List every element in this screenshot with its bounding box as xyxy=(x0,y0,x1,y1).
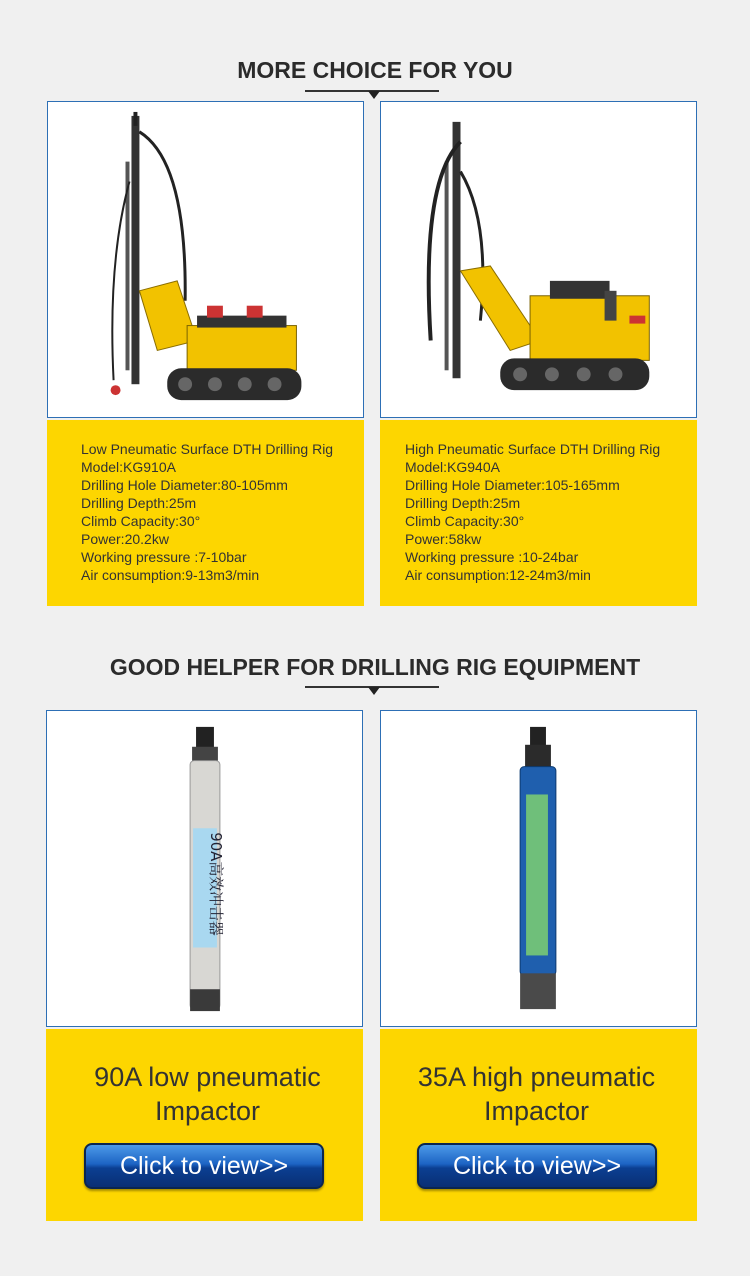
rig-climb-capacity: Climb Capacity:30° xyxy=(405,513,525,529)
title-line1: 35A high pneumatic xyxy=(417,1062,656,1092)
dth-hammer-icon xyxy=(47,711,362,1026)
rig-air-consumption: Air consumption:9-13m3/min xyxy=(81,567,260,583)
title-line2: Impactor xyxy=(483,1096,590,1126)
rig-model: Model:KG910A xyxy=(81,459,176,475)
title-arrow-icon xyxy=(368,91,380,99)
section-title-more-choice: MORE CHOICE FOR YOU xyxy=(237,57,513,83)
title-line1: 90A low pneumatic xyxy=(94,1062,321,1092)
rig-climb-capacity: Climb Capacity:30° xyxy=(81,513,201,529)
click-to-view-button-35a[interactable]: Click to view>> xyxy=(417,1143,657,1189)
rig-kg910a-specs xyxy=(81,440,333,584)
rig-name: Low Pneumatic Surface DTH Drilling Rig xyxy=(81,441,334,457)
title-arrow-icon xyxy=(368,687,380,695)
rig-drilling-depth: Drilling Depth:25m xyxy=(405,495,521,511)
rig-name: High Pneumatic Surface DTH Drilling Rig xyxy=(405,441,661,457)
rig-air-consumption: Air consumption:12-24m3/min xyxy=(405,567,591,583)
impactor-35a-title xyxy=(380,1060,693,1128)
rig-hole-diameter: Drilling Hole Diameter:80-105mm xyxy=(81,477,288,493)
rig-drilling-depth: Drilling Depth:25m xyxy=(81,495,197,511)
section-title-good-helper: GOOD HELPER FOR DRILLING RIG EQUIPMENT xyxy=(109,654,641,680)
drilling-rig-icon xyxy=(381,102,696,417)
rig-working-pressure: Working pressure :7-10bar xyxy=(81,549,247,565)
rig-hole-diameter: Drilling Hole Diameter:105-165mm xyxy=(405,477,620,493)
drilling-rig-icon xyxy=(48,102,363,417)
impactor-35a-image[interactable] xyxy=(380,710,697,1027)
impactor-90a-title xyxy=(46,1060,369,1128)
rig-kg910a-image[interactable] xyxy=(47,101,364,418)
rig-kg940a-specs xyxy=(405,440,660,584)
dth-hammer-icon xyxy=(381,711,696,1026)
rig-power: Power:20.2kw xyxy=(81,531,169,547)
rig-model: Model:KG940A xyxy=(405,459,500,475)
rig-working-pressure: Working pressure :10-24bar xyxy=(405,549,579,565)
rig-power: Power:58kw xyxy=(405,531,482,547)
impactor-label: 90A高效冲击器 xyxy=(206,832,225,936)
rig-kg940a-image[interactable] xyxy=(380,101,697,418)
click-to-view-button-90a[interactable]: Click to view>> xyxy=(84,1143,324,1189)
impactor-90a-image[interactable] xyxy=(46,710,363,1027)
title-line2: Impactor xyxy=(154,1096,261,1126)
